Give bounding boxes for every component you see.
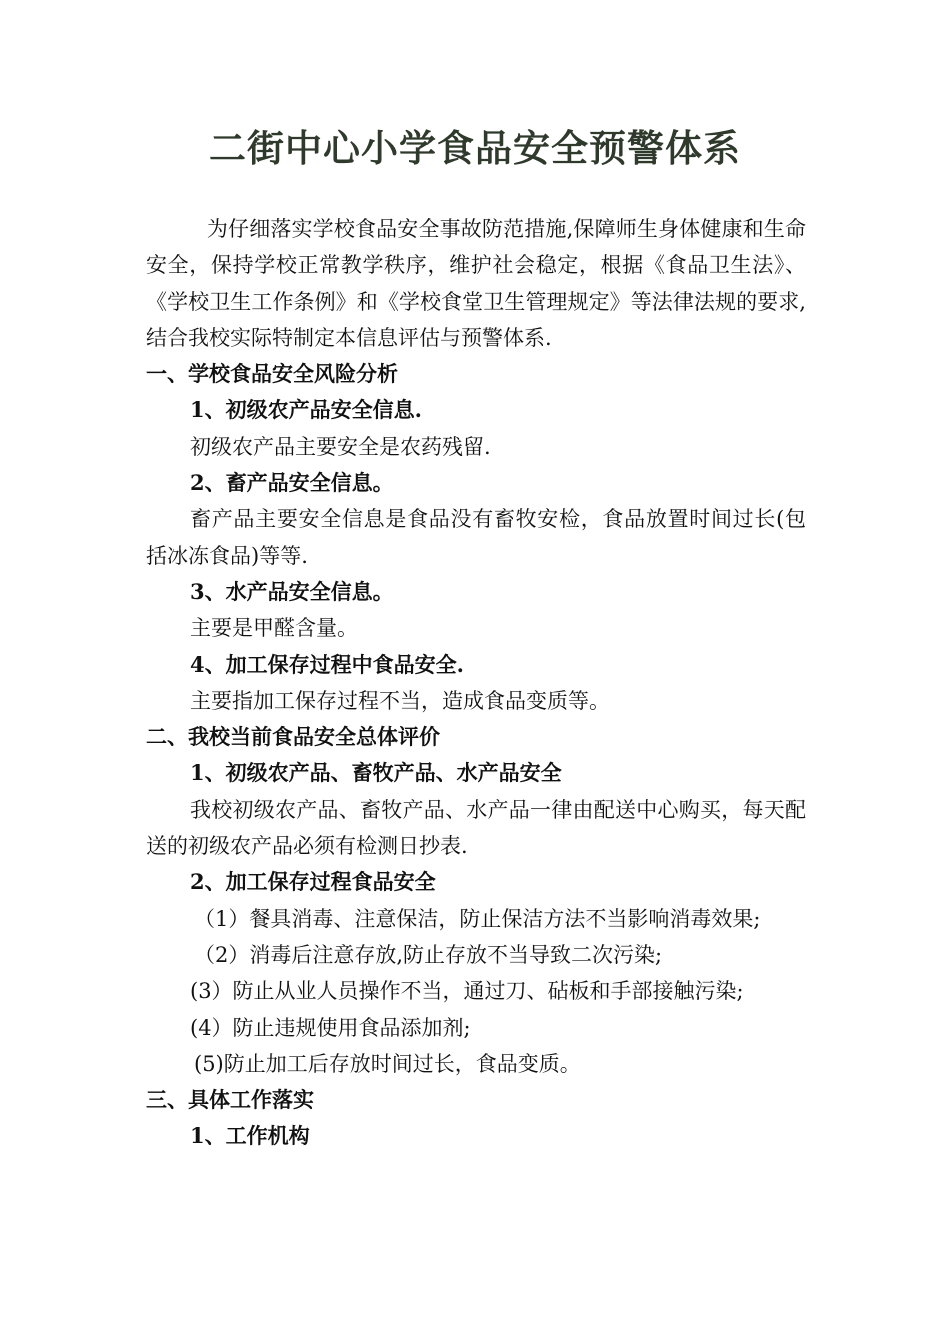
section-2-1-heading: 1、初级农产品、畜牧产品、水产品安全 [190,760,562,786]
section-1-4-heading: 4、加工保存过程中食品安全. [190,651,464,677]
section-3-heading: 三、具体工作落实 [146,1087,314,1113]
section-3-1-heading: 1、工作机构 [190,1123,310,1149]
list-item: (5)防止加工后存放时间过长，食品变质。 [194,1051,581,1076]
section-1-heading: 一、学校食品安全风险分析 [146,361,398,387]
document-body [146,211,806,1155]
section-2-2-heading: 2、加工保存过程食品安全 [190,869,436,895]
section-1-2-heading: 2、畜产品安全信息。 [190,470,394,496]
section-1-2-text: 畜产品主要安全信息是食品没有畜牧安检，食品放置时间过长(包括冰冻食品)等等. [146,507,806,568]
list-item: （2）消毒后注意存放,防止存放不当导致二次污染; [194,942,663,967]
section-1-1-heading: 1、初级农产品安全信息. [190,397,422,423]
list-item: （1）餐具消毒、注意保洁，防止保洁方法不当影响消毒效果; [194,906,761,931]
section-2-1-text: 我校初级农产品、畜牧产品、水产品一律由配送中心购买，每天配送的初级农产品必须有检测日抄表. [146,797,806,859]
document-title: 二街中心小学食品安全预警体系 [209,126,741,170]
section-1-3-text: 主要是甲醛含量。 [190,616,358,641]
list-item: (4）防止违规使用食品添加剂; [190,1015,471,1040]
section-1-1-text: 初级农产品主要安全是农药残留. [190,434,491,459]
section-1-4-text: 主要指加工保存过程不当，造成食品变质等。 [190,688,610,713]
section-2-heading: 二、我校当前食品安全总体评价 [146,724,440,750]
section-1-3-heading: 3、水产品安全信息。 [190,578,394,604]
list-item: (3）防止从业人员操作不当，通过刀、砧板和手部接触污染; [190,979,744,1004]
intro-paragraph: 为仔细落实学校食品安全事故防范措施,保障师生身体健康和生命安全，保持学校正常教学秩序，维护社会稳定，根据《食品卫生法》、《学校卫生工作条例》和《学校食堂卫生管理规定》等法律法规的要求,结合我校实际特制定本信息评估与预警体系. [146,217,806,350]
